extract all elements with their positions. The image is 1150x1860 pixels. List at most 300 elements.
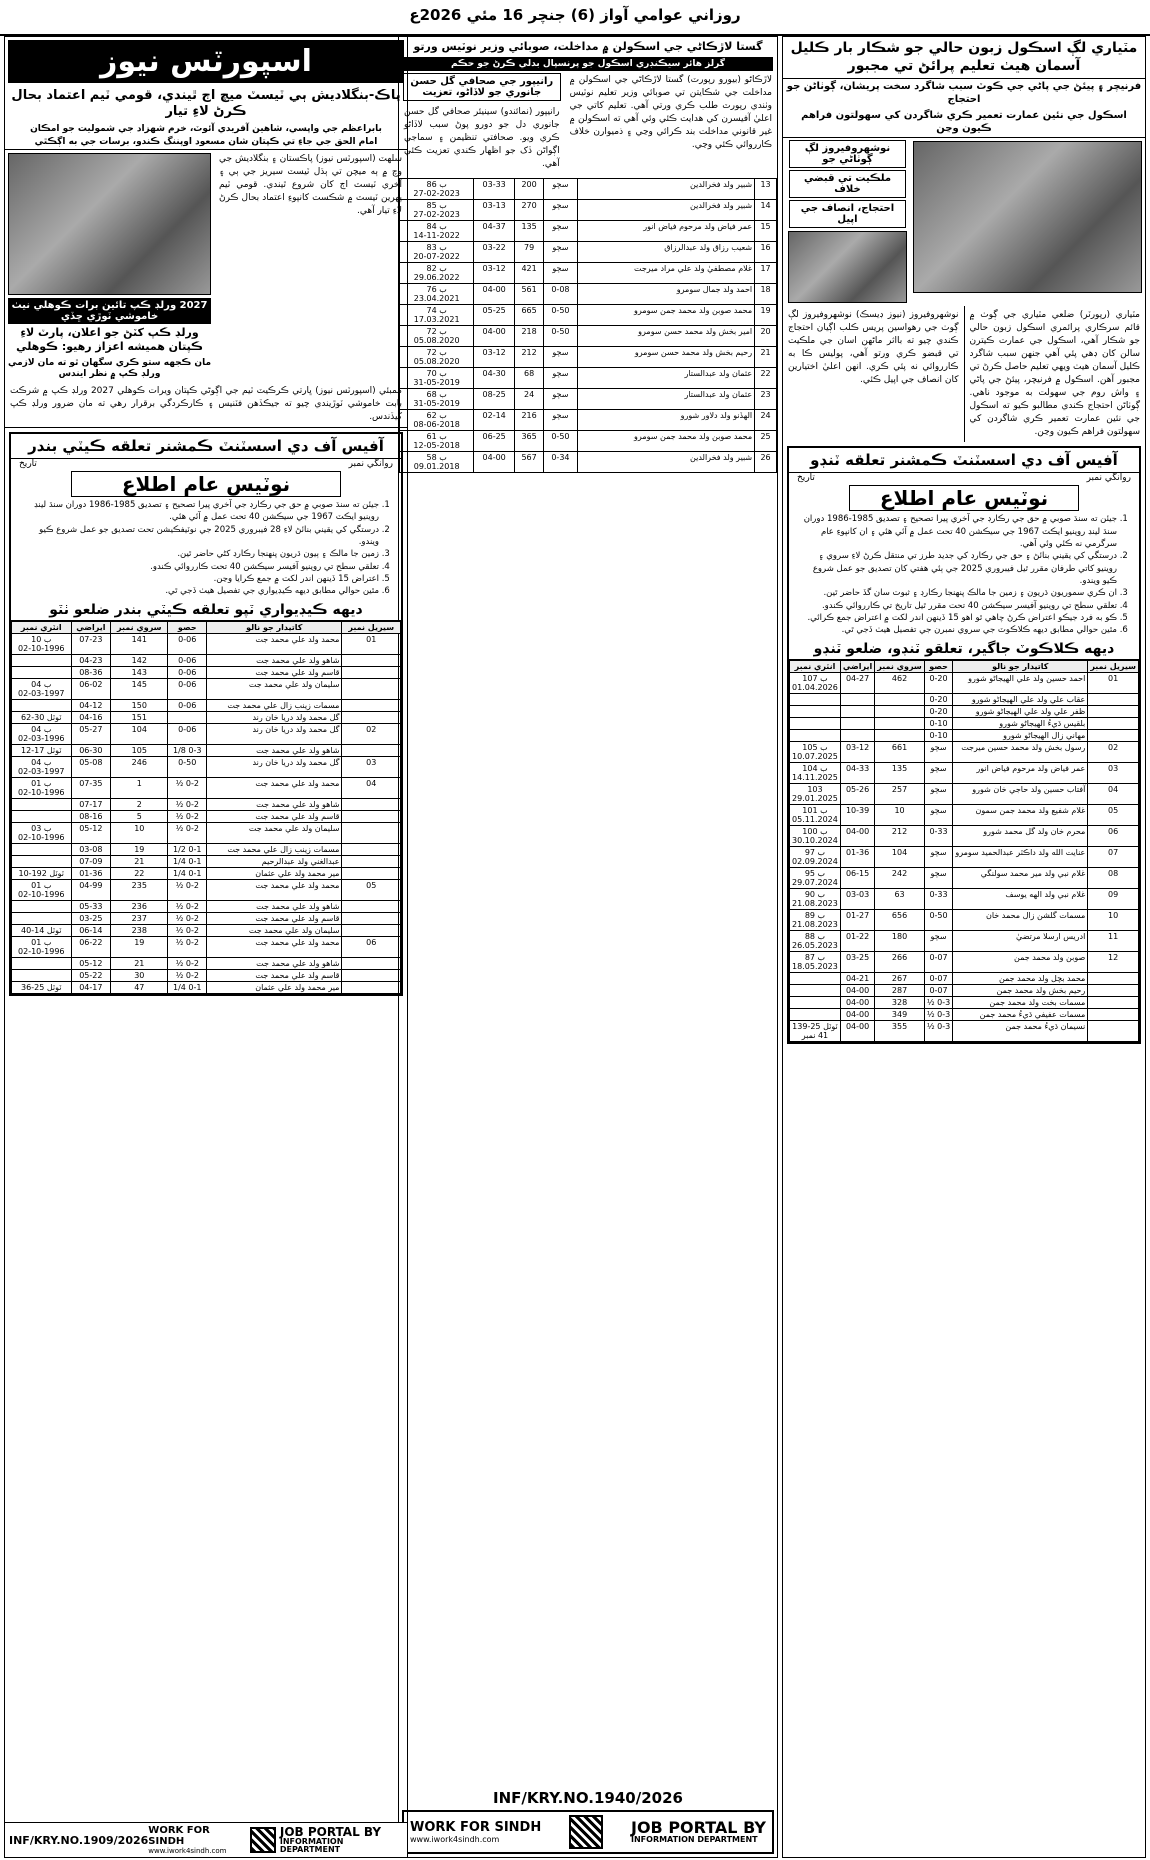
table-cell: عثمان ولد عبدالستار — [577, 367, 755, 388]
table-cell: 0-50 — [544, 430, 577, 451]
notice-point: 6. مٿين حوالي مطابق ديهه ڪلاڪوٽ جي سروي نمبرن جي تفصيل هيٺ ڏجي ٿي. — [797, 624, 1117, 636]
table-header: ايراضي — [840, 660, 874, 672]
table-cell: 665 — [515, 304, 544, 325]
table-cell: ٽوٽل 192-10 — [12, 867, 72, 879]
table-cell: 10 — [1088, 909, 1139, 930]
table-cell: رحيم بخش ولد محمد جمن — [953, 984, 1088, 996]
table-row — [400, 451, 777, 472]
table-cell: 267 — [875, 972, 925, 984]
table-cell: 09 — [1088, 888, 1139, 909]
table-cell: 150 — [111, 699, 168, 711]
table-cell: مسمات بخت ولد محمد جمن — [953, 996, 1088, 1008]
table-cell: شاهو ولد علي محمد جت — [207, 957, 342, 969]
table-row — [790, 1020, 1139, 1041]
side-body: نوشهروفيروز (نيوز ڊيسڪ) نوشهروفيروز لڳ ڳوٺ جي رهواسين پريس ڪلب اڳيان احتجاج ڪندي چيو ته بااثر ماڻهن اسان جي ملڪيت تي قبضو ڪري ورتو آهي، پوليس ڪا به ڪارروائي نه پئي ڪري. انهن اعليٰ اختيارين کان انصاف جي اپيل ڪئي. — [783, 306, 965, 442]
table-cell: غلام مصطفيٰ ولد علي مراد ميرجت — [577, 262, 755, 283]
middle-subhead: گرلز هائر سيڪنڊري اسڪول جو پرنسپال بدلي ڪرڻ جو حڪم — [403, 57, 773, 71]
table-cell: سڄو — [544, 262, 577, 283]
table-cell: 242 — [875, 867, 925, 888]
table-cell: 0-3 ½ — [924, 996, 952, 1008]
table-cell: سڄو — [544, 220, 577, 241]
table-cell — [12, 900, 72, 912]
table-cell: ب 101 05.11.2024 — [790, 804, 841, 825]
table-cell: 0-10 — [924, 729, 952, 741]
table-row — [790, 825, 1139, 846]
table-cell: مسمات زينب زال علي محمد جت — [207, 843, 342, 855]
table-cell: غلام شفيع ولد محمد جمن سمون — [953, 804, 1088, 825]
table-cell: 01-22 — [840, 930, 874, 951]
table-row — [400, 304, 777, 325]
table-cell: 10 — [875, 804, 925, 825]
table-cell: ٽوٽل 25-139 41 نمبر — [790, 1020, 841, 1041]
table-cell: عقاب علي ولد علي الهيجاڻو شورو — [953, 693, 1088, 705]
table-cell: 142 — [111, 654, 168, 666]
table-cell: 24 — [515, 388, 544, 409]
table-cell: 355 — [875, 1020, 925, 1041]
table-cell: ب 72 05.08.2020 — [400, 325, 474, 346]
table-header: حصو — [924, 660, 952, 672]
table-cell: 0-50 — [924, 909, 952, 930]
table-cell: 656 — [875, 909, 925, 930]
table-cell: ب 107 01.04.2026 — [790, 672, 841, 693]
table-cell: 03-12 — [474, 262, 515, 283]
notice-office-left: آفيس آف دي اسسٽنٽ ڪمشنر تعلقه ڪيٽي بندر — [11, 434, 401, 459]
table-cell: 17 — [755, 262, 777, 283]
site-url: www.iwork4sindh.com — [410, 1835, 500, 1844]
table-cell: 238 — [111, 924, 168, 936]
table-cell: ب 58 09.01.2018 — [400, 451, 474, 472]
table-cell: 06 — [1088, 825, 1139, 846]
table-cell: 13 — [755, 178, 777, 199]
table-cell: 105 — [111, 744, 168, 756]
table-cell: مير محمد ولد علي عثمان — [207, 981, 342, 993]
table-cell: 07-35 — [71, 777, 111, 798]
table-cell: ب 68 31-05-2019 — [400, 388, 474, 409]
table-cell: 10-39 — [840, 804, 874, 825]
table-cell: ب 88 26.05.2023 — [790, 930, 841, 951]
table-cell: 03-12 — [840, 741, 874, 762]
table-cell: 03-13 — [474, 199, 515, 220]
table-cell: 0-2 ½ — [168, 879, 207, 900]
table-row — [12, 744, 401, 756]
table-cell: 567 — [515, 451, 544, 472]
table-cell: 5 — [111, 810, 168, 822]
table-cell — [1088, 717, 1139, 729]
table-cell: ب 82 29.06.2022 — [400, 262, 474, 283]
table-cell: شاهو ولد علي محمد جت — [207, 900, 342, 912]
table-cell: 0-2 ½ — [168, 810, 207, 822]
table-cell: عبدالغني ولد عبدالرحيم — [207, 855, 342, 867]
table-cell: 08 — [1088, 867, 1139, 888]
table-cell: 0-06 — [168, 723, 207, 744]
table-cell — [12, 957, 72, 969]
table-row — [400, 220, 777, 241]
table-cell: عثمان ولد عبدالستار — [577, 388, 755, 409]
table-cell: عمر فياض ولد مرحوم فياض انور — [577, 220, 755, 241]
table-cell: 08-16 — [71, 810, 111, 822]
table-cell: 04-16 — [71, 711, 111, 723]
table-cell — [840, 729, 874, 741]
table-row — [12, 699, 401, 711]
sports-subhead: بابراعظم جي واپسي، شاهين آفريدي آئوٽ، خرم شهزاد جي شموليت جو امڪان — [30, 123, 382, 134]
table-cell: امير بخش ولد محمد حسن سومرو — [577, 325, 755, 346]
table-cell: 561 — [515, 283, 544, 304]
table-cell: 104 — [111, 723, 168, 744]
table-cell: 01-36 — [71, 867, 111, 879]
table-header: کاتيدار جو نالو — [953, 660, 1088, 672]
table-cell: ب 03 02-10-1996 — [12, 822, 72, 843]
table-cell — [342, 855, 401, 867]
table-cell: 421 — [515, 262, 544, 283]
table-cell: محمد ولد علي محمد جت — [207, 777, 342, 798]
land-table-left — [11, 621, 401, 994]
table-row — [790, 783, 1139, 804]
table-row — [12, 843, 401, 855]
notice-title: نوٽيس عام اطلاع — [849, 485, 1079, 511]
kohli-body: ممبئي (اسپورٽس نيوز) ڀارتي ڪرڪيٽ ٽيم جي اڳوڻي ڪپتان ويرات ڪوهلي 2027 ورلڊ ڪپ ۾ شرڪت بابت خاموشي ٽوڙيندي چيو ته جيڪڏهن فٽنيس ۽ ڪارڪردگي برقرار رهي ته مان ضرور ورلڊ ڪپ کيڏندس. — [5, 382, 407, 428]
table-cell: 0-20 — [924, 705, 952, 717]
table-cell — [342, 900, 401, 912]
table-cell: سڄو — [924, 867, 952, 888]
table-row — [12, 936, 401, 957]
table-cell: 22 — [111, 867, 168, 879]
table-row — [790, 804, 1139, 825]
table-cell: سليمان ولد علي محمد جت — [207, 822, 342, 843]
table-cell: 04-00 — [840, 825, 874, 846]
table-cell: 0-06 — [168, 678, 207, 699]
table-cell: 0-06 — [168, 699, 207, 711]
table-cell: 05-22 — [71, 969, 111, 981]
table-row — [400, 388, 777, 409]
table-cell: سڄو — [924, 762, 952, 783]
date-label-left: تاريخ — [19, 459, 37, 470]
table-cell: ب 97 02.09.2024 — [790, 846, 841, 867]
table-cell: عنايت الله ولد داڪٽر عبدالحميد سومرو — [953, 846, 1088, 867]
notice-point: 3. ان ڪري سموريون ڌريون ۽ زمين جا مالڪ پنهنجا رڪارڊ ۽ ثبوت سان گڏ حاضر ٿين. — [797, 587, 1117, 599]
table-row — [400, 199, 777, 220]
table-cell: قاسم ولد علي محمد جت — [207, 969, 342, 981]
table-cell: 04-00 — [840, 996, 874, 1008]
table-cell: الهڏنو ولد دلاور شورو — [577, 409, 755, 430]
table-row — [790, 846, 1139, 867]
table-cell: محمد ولد علي محمد جت — [207, 936, 342, 957]
table-row — [400, 346, 777, 367]
table-row — [400, 283, 777, 304]
table-cell: 04-23 — [71, 654, 111, 666]
table-cell: 216 — [515, 409, 544, 430]
table-cell: 05-12 — [71, 822, 111, 843]
table-cell — [12, 654, 72, 666]
table-cell: ب 01 02-10-1996 — [12, 879, 72, 900]
table-row — [12, 867, 401, 879]
table-cell: 0-06 — [168, 666, 207, 678]
table-row — [790, 693, 1139, 705]
kohli-caption: 2027 ورلڊ ڪپ تائين برات ڪوهلي نيٺ خاموشي ٽوڙي ڇڏي — [8, 298, 211, 324]
table-cell: 06 — [342, 936, 401, 957]
table-cell: ب 86 27-02-2023 — [400, 178, 474, 199]
table-cell: 180 — [875, 930, 925, 951]
table-cell — [1088, 1020, 1139, 1041]
table-row — [12, 798, 401, 810]
side-head-1: نوشهروفيروز لڳ ڳوٺاڻي جو — [789, 140, 906, 168]
table-cell: 04-00 — [474, 325, 515, 346]
table-cell: 349 — [875, 1008, 925, 1020]
table-header: سيريل نمبر — [342, 621, 401, 633]
table-cell: گل محمد ولد دريا خان رند — [207, 711, 342, 723]
table-cell: سڄو — [544, 409, 577, 430]
table-cell — [1088, 972, 1139, 984]
journalist-body: رانيپور (نمائندو) سينيئر صحافي گل حسن جانوري دل جو دورو پوڻ سبب لاڏاڻو ڪري ويو. صحافتي تنظيمن ۽ سماجي اڳواڻن ڏک جو اظهار ڪندي تعزيت ڪئي آهي. — [404, 106, 560, 169]
table-cell: 0-33 — [924, 888, 952, 909]
table-cell — [1088, 729, 1139, 741]
masthead: روزاني عوامي آواز (6) جنچر 16 مئي 2026ع — [0, 0, 1150, 36]
table-cell — [342, 969, 401, 981]
table-cell: 04-00 — [840, 1008, 874, 1020]
journalist-head: رانيپور جي صحافي گل حسن جانوري جو لاڏاڻو، تعزيت — [403, 73, 561, 101]
table-cell: 06-25 — [474, 430, 515, 451]
table-cell — [790, 729, 841, 741]
table-cell: 328 — [875, 996, 925, 1008]
notice-point: 4. تعلقي سطح تي روينيو آفيسر سيڪشن 40 تحت مقرر ٿيل تاريخ تي ڪارروائي ڪندو. — [797, 600, 1117, 612]
table-cell: 0-20 — [924, 672, 952, 693]
table-cell: ب 83 20-07-2022 — [400, 241, 474, 262]
protest-photo — [788, 231, 907, 303]
table-cell: 0-2 ½ — [168, 957, 207, 969]
table-row — [12, 957, 401, 969]
table-row — [790, 762, 1139, 783]
table-row — [790, 741, 1139, 762]
table-cell: 05-27 — [71, 723, 111, 744]
table-cell: 0-2 ½ — [168, 798, 207, 810]
table-cell — [342, 867, 401, 879]
table-row — [12, 633, 401, 654]
table-cell — [342, 798, 401, 810]
table-cell — [12, 912, 72, 924]
table-header: انٽري نمبر — [790, 660, 841, 672]
table-row — [12, 969, 401, 981]
table-row — [400, 262, 777, 283]
table-cell: 661 — [875, 741, 925, 762]
table-cell: مسمات عفيفي ڌيءُ محمد جمن — [953, 1008, 1088, 1020]
table-cell: 212 — [875, 825, 925, 846]
table-cell: 14 — [755, 199, 777, 220]
table-cell: 05-33 — [71, 900, 111, 912]
table-cell: ب 89 21.08.2023 — [790, 909, 841, 930]
table-cell: ب 105 10.07.2025 — [790, 741, 841, 762]
table-cell: محمد صوبن ولد محمد جمن سومرو — [577, 430, 755, 451]
table-cell — [875, 717, 925, 729]
table-row — [400, 178, 777, 199]
table-cell: 05-25 — [474, 304, 515, 325]
table-cell: مهاني زال الهيجاڻو شورو — [953, 729, 1088, 741]
table-cell: ب 84 14-11-2022 — [400, 220, 474, 241]
table-cell: 63 — [875, 888, 925, 909]
table-cell: سڄو — [544, 178, 577, 199]
table-cell: 0-2 ½ — [168, 924, 207, 936]
table-cell: ب 76 23.04.2021 — [400, 283, 474, 304]
kohli-subhead: مان ڪجهه ستو ڪري سگهان ٿو ته مان لازمي ورلڊ ڪپ ۾ نظر ايندس — [7, 357, 212, 379]
table-cell: رحيم بخش ولد محمد حسن سومرو — [577, 346, 755, 367]
notice-keti-bandar — [9, 432, 403, 996]
table-cell: 103 29.01.2025 — [790, 783, 841, 804]
table-cell: 01-36 — [840, 846, 874, 867]
table-cell: 18 — [755, 283, 777, 304]
site-url-left: www.iwork4sindh.com — [148, 1847, 227, 1855]
table-row — [12, 723, 401, 744]
table-row — [400, 409, 777, 430]
table-cell: ادريس ارسلا مرتضيٰ — [953, 930, 1088, 951]
table-cell: 287 — [875, 984, 925, 996]
table-cell: 07-09 — [71, 855, 111, 867]
table-cell: محمد ولد علي محمد جت — [207, 633, 342, 654]
middle-column — [398, 36, 778, 1858]
table-cell — [790, 972, 841, 984]
table-cell — [12, 855, 72, 867]
middle-body: لاڙڪاڻو (بيورو رپورٽ) گستا لاڙڪاڻي جي اسڪولن ۾ مداخلت جي شڪايتن تي صوبائي وزير تعليم نوٽيس وٺندي رپورٽ طلب ڪري ورتي آهي. تعليم کاتي جي اعليٰ آفيسرن کي هدايت ڪئي وئي آهي ته اسڪولن ۾ غير قانوني مداخلت بند ڪرائي وڃي ۽ ذميوارن خلاف ڪارروائي ڪئي وڃي. — [569, 74, 772, 150]
table-cell: 0-2 ½ — [168, 777, 207, 798]
table-cell: 04-00 — [840, 984, 874, 996]
table-cell: 0-3 1/8 — [168, 744, 207, 756]
dept-label: INFORMATION DEPARTMENT — [631, 1835, 758, 1844]
table-cell: ب 70 31-05-2019 — [400, 367, 474, 388]
table-row — [790, 717, 1139, 729]
table-cell: ٽوٽل 30-62 — [12, 711, 72, 723]
table-row — [400, 430, 777, 451]
table-cell — [875, 693, 925, 705]
table-cell: محمد ولد علي محمد جت — [207, 879, 342, 900]
table-cell: 0-2 ½ — [168, 822, 207, 843]
table-cell: 04-37 — [474, 220, 515, 241]
job-portal-label: JOB PORTAL BY — [631, 1818, 766, 1837]
table-cell — [790, 705, 841, 717]
table-row — [790, 930, 1139, 951]
table-cell: 21 — [755, 346, 777, 367]
table-cell: 1 — [111, 777, 168, 798]
table-cell: 04-33 — [840, 762, 874, 783]
table-row — [12, 981, 401, 993]
table-cell — [875, 729, 925, 741]
table-cell: ٽوٽل 17-12 — [12, 744, 72, 756]
table-cell: ب 04 02-03-1997 — [12, 678, 72, 699]
table-cell: ب 100 30.10.2024 — [790, 825, 841, 846]
middle-job-portal-banner — [402, 1810, 774, 1854]
table-cell: 06-14 — [71, 924, 111, 936]
table-cell — [1088, 1008, 1139, 1020]
table-cell: 0-06 — [168, 654, 207, 666]
table-row — [790, 996, 1139, 1008]
table-row — [12, 855, 401, 867]
table-cell — [342, 912, 401, 924]
table-cell — [342, 744, 401, 756]
table-cell: احمد ولد جمال سومرو — [577, 283, 755, 304]
notice-point: 4. تعلقي سطح تي روينيو آفيسر سيڪشن 40 تحت ڪارروائي ڪندو. — [19, 561, 379, 573]
job-portal-label-left: JOB PORTAL BY — [279, 1825, 382, 1839]
table-cell: 03 — [1088, 762, 1139, 783]
land-table-middle — [399, 178, 777, 473]
dept-label-left: INFORMATION DEPARTMENT — [279, 1837, 344, 1854]
table-cell: بلقيس ڌيءُ الهيجاڻو شورو — [953, 717, 1088, 729]
table-cell: محرم خان ولد گل محمد شورو — [953, 825, 1088, 846]
kohli-headline: ورلڊ ڪپ کٽڻ جو اعلان، پارٽ لاءِ ڪپتان هميشه اعزاز رهيو: ڪوهلي — [16, 326, 203, 353]
table-cell: سليمان ولد علي محمد جت — [207, 678, 342, 699]
middle-headline: گستا لاڙڪاڻي جي اسڪولن ۾ مداخلت، صوبائي وزير نوٽيس ورتو — [413, 40, 763, 53]
table-cell — [790, 717, 841, 729]
table-cell — [1088, 693, 1139, 705]
table-cell: سڄو — [924, 930, 952, 951]
table-cell: 08-36 — [71, 666, 111, 678]
table-cell: احمد حسين ولد علي الهيجاڻو شورو — [953, 672, 1088, 693]
table-cell: ب 10 02-10-1996 — [12, 633, 72, 654]
table-cell: نسيمان ڌيءُ محمد جمن — [953, 1020, 1088, 1041]
table-cell: سڄو — [924, 846, 952, 867]
dispatch-label: روانگي نمبر — [1086, 473, 1131, 484]
table-cell: 0-50 — [168, 756, 207, 777]
table-cell: 21 — [111, 957, 168, 969]
table-cell: 04-99 — [71, 879, 111, 900]
table-cell: 08-25 — [474, 388, 515, 409]
dispatch-label-left: روانگي نمبر — [348, 459, 393, 470]
table-cell: 19 — [755, 304, 777, 325]
table-cell: 266 — [875, 951, 925, 972]
table-row — [12, 822, 401, 843]
table-cell: شعيب رزاق ولد عبدالرزاق — [577, 241, 755, 262]
table-header: کاتيدار جو نالو — [207, 621, 342, 633]
table-cell: 06-22 — [71, 936, 111, 957]
table-cell: مسمات گلشن زال محمد خان — [953, 909, 1088, 930]
table-cell: 06-15 — [840, 867, 874, 888]
table-cell: 07-17 — [71, 798, 111, 810]
qr-code-icon-left — [250, 1827, 275, 1853]
table-cell: شبير ولد فخرالدين — [577, 178, 755, 199]
table-cell: 0-2 ½ — [168, 936, 207, 957]
table-cell — [342, 810, 401, 822]
table-cell — [342, 666, 401, 678]
sports-banner: اسپورٽس نيوز — [8, 40, 404, 83]
table-row — [12, 711, 401, 723]
table-row — [790, 705, 1139, 717]
work-for-sindh-logo-left: WORK FOR SINDH — [148, 1825, 210, 1847]
table-cell: ب 87 18.05.2023 — [790, 951, 841, 972]
table-cell — [12, 666, 72, 678]
table-cell: سڄو — [924, 741, 952, 762]
sports-headline: پاڪ-بنگلاديش ٻي ٽيسٽ ميچ اڄ ٿيندي، قومي ٽيم اعتماد بحال ڪرڻ لاءِ تيار — [11, 88, 401, 120]
side-head-3: احتجاج، انصاف جي اپيل — [789, 200, 906, 228]
table-cell: سڄو — [544, 199, 577, 220]
lead-body: مٽياري (رپورٽر) ضلعي مٽياري جي ڳوٺ ۾ قائم سرڪاري پرائمري اسڪول زبون حالي جو شڪار آهي، اسڪول جي عمارت ڪيترن سالن کان ڊهي پئي آهي جنهن سبب شاگرد ڪليل آسمان هيٺ ويهي تعليم حاصل ڪرڻ تي مجبور آهن. اسڪول ۾ فرنيچر، پيئڻ جي پاڻي ۽ واش روم جي سهولت به موجود ناهي. ڳوٺاڻن احتجاج ڪندي مطالبو ڪيو ته اسڪول جي نئين عمارت تعمير ڪري شاگردن کي سهولتون فراهم ڪيون وڃن. — [969, 310, 1140, 438]
table-cell — [840, 705, 874, 717]
table-cell — [12, 969, 72, 981]
table-cell: ب 62 08-06-2018 — [400, 409, 474, 430]
table-cell: 0-50 — [544, 325, 577, 346]
lead-headline: مٽياري لڳ اسڪول زبون حالي جو شڪار بار ڪليل آسمان هيٺ تعليم پرائڻ تي مجبور — [783, 37, 1145, 79]
cricket-players-photo — [8, 153, 211, 295]
table-row — [12, 810, 401, 822]
notice-point: 5. ڪو به فرد جيڪو اعتراض ڪرڻ چاهي ٿو اهو 15 ڏينهن اندر لکت ۾ اعتراض جمع ڪرائي. — [797, 612, 1117, 624]
table-cell: 104 — [875, 846, 925, 867]
table-cell: 0-2 ½ — [168, 969, 207, 981]
table-cell: 01 — [1088, 672, 1139, 693]
table-cell: 0-1 1/2 — [168, 843, 207, 855]
table-cell: ب 01 02-10-1996 — [12, 936, 72, 957]
table-row — [12, 879, 401, 900]
table-cell — [342, 678, 401, 699]
table-row — [790, 672, 1139, 693]
table-cell: 03-12 — [474, 346, 515, 367]
table-cell — [342, 924, 401, 936]
table-cell: غلام نبي ولد مير محمد سولنگي — [953, 867, 1088, 888]
table-cell: 141 — [111, 633, 168, 654]
table-cell: ب 61 12-05-2018 — [400, 430, 474, 451]
